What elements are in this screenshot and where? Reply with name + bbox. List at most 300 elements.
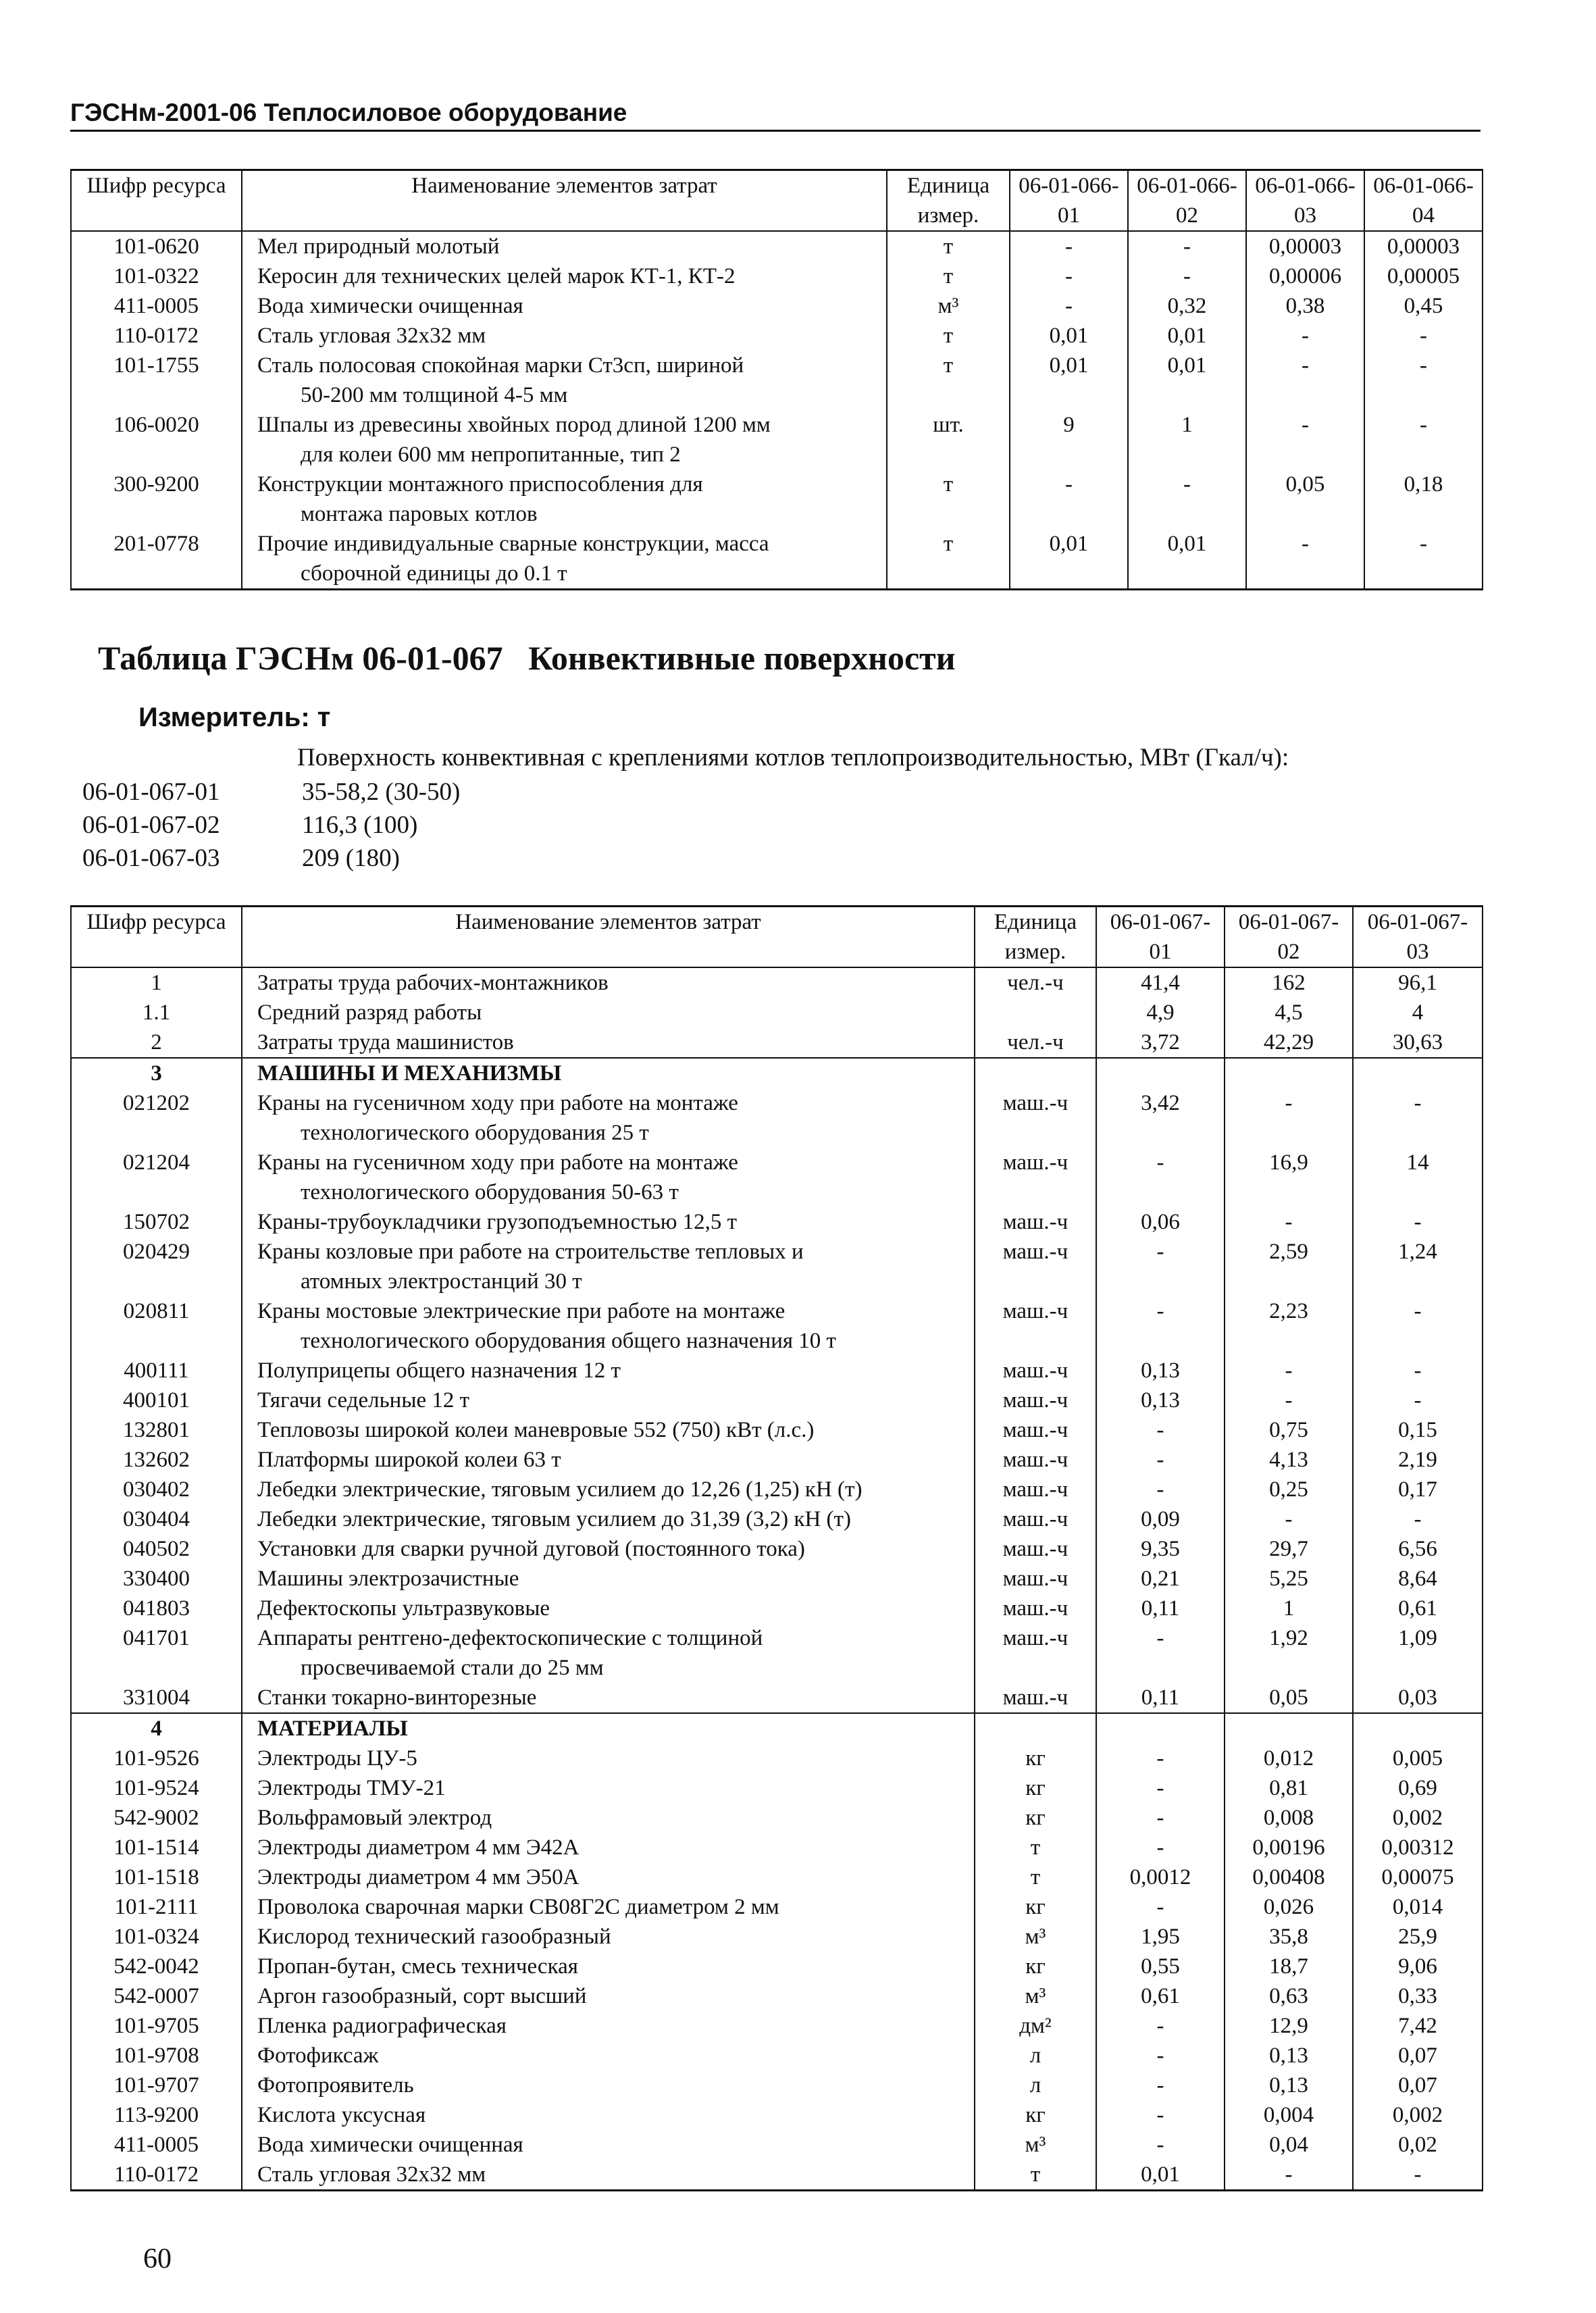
table-row	[71, 2130, 1483, 2160]
cost-element-name	[242, 1445, 975, 1475]
name-line: Электроды ЦУ-5	[257, 1746, 417, 1771]
resource-code-cell: 101-9708	[71, 2041, 242, 2070]
cost-element-name	[242, 351, 887, 410]
value-cell: -	[1225, 1088, 1353, 1148]
cost-element-name	[242, 967, 975, 998]
value-cell: 0,45	[1364, 291, 1483, 321]
name-line: Платформы широкой колеи 63 т	[257, 1448, 561, 1472]
column-header: 06-01-066-04	[1364, 170, 1483, 232]
resource-code-cell: 400101	[71, 1386, 242, 1415]
column-header: 06-01-067-01	[1096, 907, 1225, 968]
cost-element-name	[242, 1981, 975, 2011]
name-line: Лебедки электрические, тяговым усилием до 12,26 (1,25) кН (т)	[257, 1477, 863, 1502]
value-cell: 0,01	[1096, 2160, 1225, 2191]
table-row	[71, 529, 1483, 590]
unit-cell: т	[887, 469, 1010, 529]
resource-code-cell: 021202	[71, 1088, 242, 1148]
name-line: Кислород технический газообразный	[257, 1925, 611, 1949]
norm-code: 06-01-067-01	[82, 778, 220, 806]
table-row	[71, 1744, 1483, 1773]
unit-cell: л	[975, 2041, 1096, 2070]
cost-element-name	[242, 2160, 975, 2191]
resource-code-cell: 411-0005	[71, 2130, 242, 2160]
name-line-continued: сборочной единицы до 0.1 т	[301, 561, 567, 586]
resource-code-cell: 542-0007	[71, 1981, 242, 2011]
value-cell: -	[1128, 231, 1246, 261]
table-row	[71, 469, 1483, 529]
value-cell: -	[1225, 1207, 1353, 1237]
unit-cell: м³	[887, 291, 1010, 321]
value-cell: 0,00196	[1225, 1833, 1353, 1862]
name-line: Средний разряд работы	[257, 1000, 482, 1025]
value-cell: 0,07	[1353, 2070, 1483, 2100]
value-cell: 42,29	[1225, 1027, 1353, 1058]
value-cell: 18,7	[1225, 1952, 1353, 1981]
value-cell: 0,01	[1010, 321, 1128, 351]
resource-code-cell: 101-1755	[71, 351, 242, 410]
norm-code-row	[82, 809, 460, 842]
name-line: МАШИНЫ И МЕХАНИЗМЫ	[257, 1061, 562, 1086]
value-cell: -	[1225, 2160, 1353, 2191]
value-cell: -	[1364, 321, 1483, 351]
table-title: Таблица ГЭСНм 06-01-067 Конвективные поверхности	[98, 639, 956, 677]
value-cell: 0,21	[1096, 1564, 1225, 1594]
norm-code-value: 209 (180)	[302, 844, 400, 872]
table-row	[71, 1415, 1483, 1445]
unit-cell: м³	[975, 2130, 1096, 2160]
name-line: Фотофиксаж	[257, 2043, 379, 2068]
resource-code-cell: 4	[71, 1713, 242, 1744]
name-line: Электроды диаметром 4 мм Э50А	[257, 1865, 580, 1889]
unit-cell: т	[887, 351, 1010, 410]
resource-code-cell: 021204	[71, 1148, 242, 1207]
cost-element-name	[242, 2011, 975, 2041]
meter-label: Измеритель: т	[138, 703, 331, 732]
value-cell: -	[1096, 1415, 1225, 1445]
column-header: 06-01-067-02	[1225, 907, 1353, 968]
name-line: Сталь полосовая спокойная марки Ст3сп, шириной	[257, 353, 744, 378]
value-cell: -	[1010, 261, 1128, 291]
value-cell: 0,02	[1353, 2130, 1483, 2160]
resource-code-cell: 101-1518	[71, 1862, 242, 1892]
value-cell: 35,8	[1225, 1922, 1353, 1952]
unit-cell: кг	[975, 1744, 1096, 1773]
name-line: Вольфрамовый электрод	[257, 1806, 492, 1830]
value-cell: 0,002	[1353, 1803, 1483, 1833]
value-cell: -	[1096, 1148, 1225, 1207]
cost-element-name	[242, 1296, 975, 1356]
resource-code-cell: 110-0172	[71, 321, 242, 351]
resource-code-cell: 1	[71, 967, 242, 998]
unit-cell: маш.-ч	[975, 1207, 1096, 1237]
value-cell: 0,00003	[1246, 231, 1364, 261]
resource-code-cell: 101-9524	[71, 1773, 242, 1803]
cost-element-name	[242, 1744, 975, 1773]
norm-code-row	[82, 776, 460, 809]
resource-code-cell: 132602	[71, 1445, 242, 1475]
name-line: Аргон газообразный, сорт высший	[257, 1984, 587, 2008]
unit-cell: т	[975, 2160, 1096, 2191]
value-cell: -	[1246, 410, 1364, 469]
cost-element-name	[242, 1683, 975, 1713]
unit-cell: маш.-ч	[975, 1504, 1096, 1534]
name-line-continued: технологического оборудования 50-63 т	[301, 1180, 679, 1204]
table-row	[71, 1356, 1483, 1386]
value-cell: -	[1010, 291, 1128, 321]
resource-code-cell: 041701	[71, 1623, 242, 1683]
value-cell: 0,13	[1096, 1356, 1225, 1386]
resource-code-cell: 101-0322	[71, 261, 242, 291]
resource-code-cell: 3	[71, 1058, 242, 1088]
resource-code-cell: 1.1	[71, 998, 242, 1027]
cost-element-name	[242, 1564, 975, 1594]
value-cell: 2,19	[1353, 1445, 1483, 1475]
norm-code-row	[82, 842, 460, 875]
value-cell: -	[1353, 1386, 1483, 1415]
table-row	[71, 231, 1483, 261]
table-row	[71, 1803, 1483, 1833]
value-cell: -	[1096, 1744, 1225, 1773]
name-line: Аппараты рентгено-дефектоскопические с толщиной	[257, 1626, 763, 1650]
name-line: Керосин для технических целей марок КТ-1, КТ-2	[257, 264, 736, 288]
value-cell: 1,95	[1096, 1922, 1225, 1952]
cost-element-name	[242, 1237, 975, 1296]
norm-code-value: 35-58,2 (30-50)	[302, 778, 461, 806]
value-cell: 0,09	[1096, 1504, 1225, 1534]
cost-element-name	[242, 1803, 975, 1833]
value-cell: -	[1364, 351, 1483, 410]
value-cell: 0,33	[1353, 1981, 1483, 2011]
value-cell: 41,4	[1096, 967, 1225, 998]
value-cell: 0,00075	[1353, 1862, 1483, 1892]
table-row	[71, 1475, 1483, 1504]
value-cell: 0,32	[1128, 291, 1246, 321]
name-line: Машины электрозачистные	[257, 1567, 519, 1591]
value-cell: 5,25	[1225, 1564, 1353, 1594]
unit-cell: маш.-ч	[975, 1148, 1096, 1207]
unit-cell	[975, 1058, 1096, 1088]
value-cell: -	[1096, 2070, 1225, 2100]
table-row	[71, 1833, 1483, 1862]
value-cell	[1225, 1058, 1353, 1088]
unit-cell: маш.-ч	[975, 1296, 1096, 1356]
cost-element-name	[242, 1833, 975, 1862]
resource-code-cell: 201-0778	[71, 529, 242, 590]
table-row	[71, 261, 1483, 291]
value-cell: 0,00408	[1225, 1862, 1353, 1892]
resource-code-cell: 300-9200	[71, 469, 242, 529]
name-line: Полуприцепы общего назначения 12 т	[257, 1358, 621, 1383]
value-cell: 14	[1353, 1148, 1483, 1207]
cost-element-name	[242, 1415, 975, 1445]
value-cell: 0,61	[1096, 1981, 1225, 2011]
cost-element-name	[242, 261, 887, 291]
value-cell: 0,61	[1353, 1594, 1483, 1623]
table-row	[71, 1594, 1483, 1623]
name-line: Краны козловые при работе на строительстве тепловых и	[257, 1240, 804, 1264]
cost-element-name	[242, 1027, 975, 1058]
value-cell: 0,55	[1096, 1952, 1225, 1981]
page-header: ГЭСНм-2001-06 Теплосиловое оборудование	[70, 99, 1481, 132]
value-cell: -	[1128, 261, 1246, 291]
value-cell: -	[1128, 469, 1246, 529]
unit-cell: т	[887, 529, 1010, 590]
value-cell: 0,026	[1225, 1892, 1353, 1922]
value-cell	[1353, 1058, 1483, 1088]
cost-element-name	[242, 231, 887, 261]
page-number: 60	[143, 2243, 172, 2274]
resource-code-cell: 150702	[71, 1207, 242, 1237]
unit-cell: чел.-ч	[975, 1027, 1096, 1058]
table-row	[71, 1862, 1483, 1892]
name-line: Проволока сварочная марки СВ08Г2С диаметром 2 мм	[257, 1895, 779, 1919]
value-cell: 1,09	[1353, 1623, 1483, 1683]
value-cell: 96,1	[1353, 967, 1483, 998]
value-cell: 0,01	[1010, 529, 1128, 590]
value-cell: -	[1096, 1623, 1225, 1683]
value-cell: -	[1353, 2160, 1483, 2191]
name-line-continued: просвечиваемой стали до 25 мм	[301, 1656, 604, 1680]
value-cell: 0,03	[1353, 1683, 1483, 1713]
value-cell: 1,24	[1353, 1237, 1483, 1296]
section-row	[71, 1713, 1483, 1744]
value-cell: 0,008	[1225, 1803, 1353, 1833]
cost-element-name	[242, 1594, 975, 1623]
value-cell: -	[1246, 321, 1364, 351]
value-cell: 0,002	[1353, 2100, 1483, 2130]
cost-element-name	[242, 1475, 975, 1504]
table-row	[71, 2100, 1483, 2130]
name-line: Пленка радиографическая	[257, 2014, 507, 2038]
table-row	[71, 1534, 1483, 1564]
value-cell: 4	[1353, 998, 1483, 1027]
name-line: Сталь угловая 32х32 мм	[257, 324, 486, 348]
cost-element-name	[242, 1088, 975, 1148]
value-cell: -	[1364, 529, 1483, 590]
norm-code: 06-01-067-02	[82, 811, 220, 839]
unit-cell: кг	[975, 2100, 1096, 2130]
value-cell: 7,42	[1353, 2011, 1483, 2041]
value-cell: 0,63	[1225, 1981, 1353, 2011]
cost-element-name	[242, 2070, 975, 2100]
table-header-row	[71, 907, 1483, 968]
unit-cell: т	[887, 321, 1010, 351]
resource-code-cell: 106-0020	[71, 410, 242, 469]
value-cell: 0,06	[1096, 1207, 1225, 1237]
name-line: Краны на гусеничном ходу при работе на монтаже	[257, 1091, 738, 1115]
value-cell: 4,13	[1225, 1445, 1353, 1475]
value-cell: 30,63	[1353, 1027, 1483, 1058]
name-line: Вода химически очищенная	[257, 2133, 523, 2157]
name-line: Пропан-бутан, смесь техническая	[257, 1954, 578, 1979]
unit-cell: кг	[975, 1773, 1096, 1803]
name-line: Мел природный молотый	[257, 234, 500, 259]
value-cell: -	[1353, 1207, 1483, 1237]
table-row	[71, 351, 1483, 410]
table-row	[71, 1623, 1483, 1683]
table-row	[71, 321, 1483, 351]
value-cell: 0,18	[1364, 469, 1483, 529]
value-cell: 3,42	[1096, 1088, 1225, 1148]
unit-cell: маш.-ч	[975, 1088, 1096, 1148]
cost-element-name	[242, 291, 887, 321]
resource-code-cell: 101-1514	[71, 1833, 242, 1862]
unit-cell: маш.-ч	[975, 1683, 1096, 1713]
name-line-continued: атомных электростанций 30 т	[301, 1269, 582, 1294]
value-cell	[1096, 1713, 1225, 1744]
value-cell: 0,01	[1128, 321, 1246, 351]
resource-code-cell: 2	[71, 1027, 242, 1058]
name-line-continued: технологического оборудования общего назначения 10 т	[301, 1329, 836, 1353]
resource-code-cell: 132801	[71, 1415, 242, 1445]
value-cell: -	[1096, 1296, 1225, 1356]
table-row	[71, 1148, 1483, 1207]
resource-table-067	[70, 905, 1483, 2191]
value-cell: 8,64	[1353, 1564, 1483, 1594]
column-header: Единица измер.	[975, 907, 1096, 968]
value-cell: 0,01	[1128, 529, 1246, 590]
resource-code-cell: 020429	[71, 1237, 242, 1296]
value-cell: -	[1096, 2041, 1225, 2070]
unit-cell: маш.-ч	[975, 1356, 1096, 1386]
name-line: Затраты труда рабочих-монтажников	[257, 971, 609, 995]
value-cell: 12,9	[1225, 2011, 1353, 2041]
value-cell: 4,9	[1096, 998, 1225, 1027]
value-cell: 9,06	[1353, 1952, 1483, 1981]
resource-code-cell: 330400	[71, 1564, 242, 1594]
resource-code-cell: 101-2111	[71, 1892, 242, 1922]
column-header: 06-01-067-03	[1353, 907, 1483, 968]
unit-cell: т	[887, 231, 1010, 261]
value-cell: 0,15	[1353, 1415, 1483, 1445]
value-cell: -	[1353, 1356, 1483, 1386]
value-cell: -	[1096, 1237, 1225, 1296]
value-cell: -	[1364, 410, 1483, 469]
resource-code-cell: 331004	[71, 1683, 242, 1713]
unit-cell: маш.-ч	[975, 1534, 1096, 1564]
value-cell: -	[1096, 2011, 1225, 2041]
name-line: Прочие индивидуальные сварные конструкции, масса	[257, 532, 769, 556]
unit-cell: л	[975, 2070, 1096, 2100]
value-cell: 6,56	[1353, 1534, 1483, 1564]
cost-element-name	[242, 529, 887, 590]
value-cell: -	[1225, 1504, 1353, 1534]
unit-cell: кг	[975, 1952, 1096, 1981]
table-row	[71, 1564, 1483, 1594]
value-cell: 0,75	[1225, 1415, 1353, 1445]
value-cell	[1225, 1713, 1353, 1744]
norm-code-value: 116,3 (100)	[302, 811, 418, 839]
value-cell: 0,00003	[1364, 231, 1483, 261]
cost-element-name	[242, 1058, 975, 1088]
value-cell: 9,35	[1096, 1534, 1225, 1564]
unit-cell: кг	[975, 1892, 1096, 1922]
column-header: Наименование элементов затрат	[242, 170, 887, 232]
unit-cell: т	[975, 1862, 1096, 1892]
unit-cell: дм²	[975, 2011, 1096, 2041]
table-row	[71, 1952, 1483, 1981]
resource-code-cell: 030404	[71, 1504, 242, 1534]
name-line: Тепловозы широкой колеи маневровые 552 (750) кВт (л.с.)	[257, 1418, 815, 1442]
table-row	[71, 410, 1483, 469]
cost-element-name	[242, 469, 887, 529]
unit-cell: кг	[975, 1803, 1096, 1833]
value-cell: -	[1096, 1773, 1225, 1803]
resource-code-cell: 101-9526	[71, 1744, 242, 1773]
column-header: Шифр ресурса	[71, 170, 242, 232]
value-cell: -	[1246, 529, 1364, 590]
table-row	[71, 1683, 1483, 1713]
name-line: Электроды ТМУ-21	[257, 1776, 446, 1800]
value-cell: 0,25	[1225, 1475, 1353, 1504]
table-row	[71, 2070, 1483, 2100]
unit-cell: т	[887, 261, 1010, 291]
name-line: Краны на гусеничном ходу при работе на монтаже	[257, 1150, 738, 1175]
resource-code-cell: 030402	[71, 1475, 242, 1504]
value-cell: 0,13	[1225, 2041, 1353, 2070]
value-cell: 2,23	[1225, 1296, 1353, 1356]
table-header-row	[71, 170, 1483, 232]
column-header: 06-01-066-03	[1246, 170, 1364, 232]
cost-element-name	[242, 1504, 975, 1534]
unit-cell: маш.-ч	[975, 1594, 1096, 1623]
value-cell: 0,05	[1225, 1683, 1353, 1713]
value-cell: -	[1096, 1803, 1225, 1833]
table-row	[71, 1922, 1483, 1952]
value-cell: 0,00312	[1353, 1833, 1483, 1862]
resource-code-cell: 041803	[71, 1594, 242, 1623]
column-header: Единица измер.	[887, 170, 1010, 232]
name-line: Тягачи седельные 12 т	[257, 1388, 470, 1413]
table-row	[71, 1027, 1483, 1058]
section-row	[71, 1058, 1483, 1088]
unit-cell: т	[975, 1833, 1096, 1862]
value-cell: 0,012	[1225, 1744, 1353, 1773]
cost-element-name	[242, 2041, 975, 2070]
value-cell: 1,92	[1225, 1623, 1353, 1683]
unit-cell: маш.-ч	[975, 1475, 1096, 1504]
cost-element-name	[242, 1862, 975, 1892]
value-cell: -	[1246, 351, 1364, 410]
value-cell: -	[1010, 231, 1128, 261]
value-cell: 0,004	[1225, 2100, 1353, 2130]
name-line-continued: монтажа паровых котлов	[301, 502, 538, 526]
table-row	[71, 2160, 1483, 2191]
value-cell: 0,005	[1353, 1744, 1483, 1773]
value-cell: 0,11	[1096, 1683, 1225, 1713]
name-line: Фотопроявитель	[257, 2073, 414, 2098]
value-cell: -	[1225, 1386, 1353, 1415]
value-cell: -	[1096, 1833, 1225, 1862]
value-cell: 0,69	[1353, 1773, 1483, 1803]
unit-cell	[975, 1713, 1096, 1744]
table-row	[71, 291, 1483, 321]
unit-cell: шт.	[887, 410, 1010, 469]
table-row	[71, 1386, 1483, 1415]
table-row	[71, 1773, 1483, 1803]
resource-code-cell: 110-0172	[71, 2160, 242, 2191]
cost-element-name	[242, 1207, 975, 1237]
name-line-continued: технологического оборудования 25 т	[301, 1121, 649, 1145]
value-cell	[1096, 1058, 1225, 1088]
name-line: Затраты труда машинистов	[257, 1030, 514, 1054]
norm-code-list	[82, 776, 460, 875]
name-line: Вода химически очищенная	[257, 294, 523, 318]
resource-code-cell: 101-0620	[71, 231, 242, 261]
unit-cell: м³	[975, 1922, 1096, 1952]
unit-cell: маш.-ч	[975, 1415, 1096, 1445]
value-cell: -	[1096, 1475, 1225, 1504]
